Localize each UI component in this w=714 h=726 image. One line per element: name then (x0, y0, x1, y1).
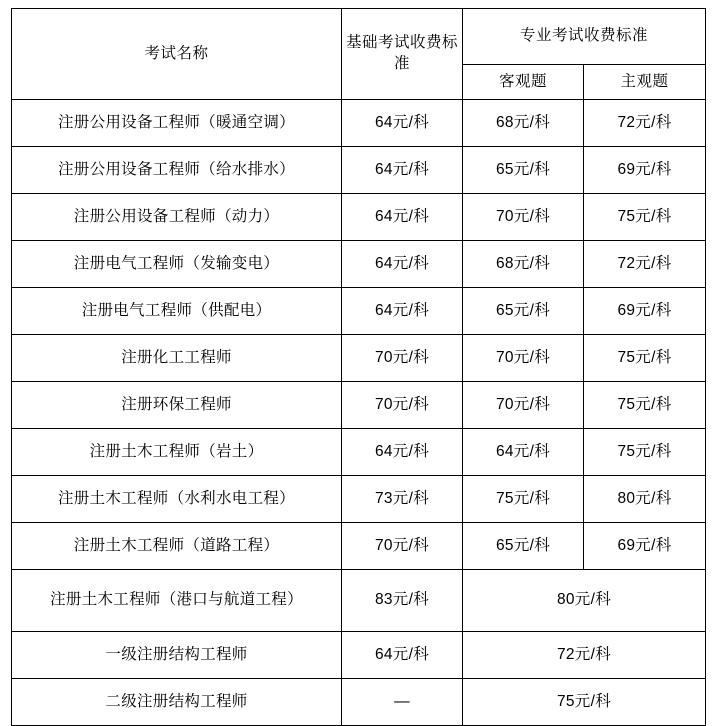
basic-fee: 83元/科 (342, 570, 463, 632)
objective-fee: 70元/科 (463, 194, 584, 241)
professional-fee: 80元/科 (463, 570, 706, 632)
exam-name: 注册公用设备工程师（给水排水） (12, 147, 342, 194)
header-subjective: 主观题 (584, 65, 706, 100)
exam-name: 注册土木工程师（水利水电工程） (12, 476, 342, 523)
table-row (12, 241, 706, 288)
table-body (12, 100, 706, 726)
table-header (12, 9, 706, 100)
basic-fee: 70元/科 (342, 382, 463, 429)
exam-name: 注册电气工程师（发输变电） (12, 241, 342, 288)
basic-fee: 64元/科 (342, 100, 463, 147)
table-row (12, 679, 706, 726)
subjective-fee: 75元/科 (584, 335, 706, 382)
subjective-fee: 69元/科 (584, 288, 706, 335)
exam-fee-table (11, 8, 706, 726)
objective-fee: 64元/科 (463, 429, 584, 476)
exam-name: 注册土木工程师（道路工程） (12, 523, 342, 570)
objective-fee: 75元/科 (463, 476, 584, 523)
basic-fee: 73元/科 (342, 476, 463, 523)
basic-fee: 64元/科 (342, 288, 463, 335)
header-professional-fee: 专业考试收费标准 (463, 9, 706, 65)
subjective-fee: 75元/科 (584, 194, 706, 241)
subjective-fee: 69元/科 (584, 523, 706, 570)
objective-fee: 65元/科 (463, 523, 584, 570)
table-row (12, 476, 706, 523)
subjective-fee: 75元/科 (584, 429, 706, 476)
table-row (12, 632, 706, 679)
subjective-fee: 72元/科 (584, 241, 706, 288)
subjective-fee: 75元/科 (584, 382, 706, 429)
exam-name: 二级注册结构工程师 (12, 679, 342, 726)
table-row (12, 429, 706, 476)
objective-fee: 65元/科 (463, 147, 584, 194)
table-row (12, 523, 706, 570)
exam-name: 注册环保工程师 (12, 382, 342, 429)
objective-fee: 65元/科 (463, 288, 584, 335)
exam-name: 注册土木工程师（港口与航道工程） (12, 570, 342, 632)
table-header-row-1 (12, 9, 706, 65)
subjective-fee: 80元/科 (584, 476, 706, 523)
basic-fee: — (342, 679, 463, 726)
basic-fee: 70元/科 (342, 523, 463, 570)
table-row (12, 288, 706, 335)
table-row (12, 194, 706, 241)
table-row (12, 100, 706, 147)
subjective-fee: 69元/科 (584, 147, 706, 194)
header-exam-name: 考试名称 (12, 9, 342, 100)
basic-fee: 64元/科 (342, 147, 463, 194)
basic-fee: 64元/科 (342, 429, 463, 476)
basic-fee: 64元/科 (342, 194, 463, 241)
objective-fee: 70元/科 (463, 335, 584, 382)
header-basic-fee: 基础考试收费标准 (342, 9, 463, 100)
exam-name: 注册土木工程师（岩土） (12, 429, 342, 476)
basic-fee: 64元/科 (342, 241, 463, 288)
table-row (12, 382, 706, 429)
exam-name: 注册化工工程师 (12, 335, 342, 382)
exam-name: 注册公用设备工程师（暖通空调） (12, 100, 342, 147)
exam-name: 注册公用设备工程师（动力） (12, 194, 342, 241)
subjective-fee: 72元/科 (584, 100, 706, 147)
table-row (12, 570, 706, 632)
professional-fee: 72元/科 (463, 632, 706, 679)
table-row (12, 335, 706, 382)
exam-name: 一级注册结构工程师 (12, 632, 342, 679)
professional-fee: 75元/科 (463, 679, 706, 726)
basic-fee: 70元/科 (342, 335, 463, 382)
basic-fee: 64元/科 (342, 632, 463, 679)
objective-fee: 68元/科 (463, 100, 584, 147)
exam-name: 注册电气工程师（供配电） (12, 288, 342, 335)
objective-fee: 70元/科 (463, 382, 584, 429)
table-row (12, 147, 706, 194)
header-objective: 客观题 (463, 65, 584, 100)
objective-fee: 68元/科 (463, 241, 584, 288)
